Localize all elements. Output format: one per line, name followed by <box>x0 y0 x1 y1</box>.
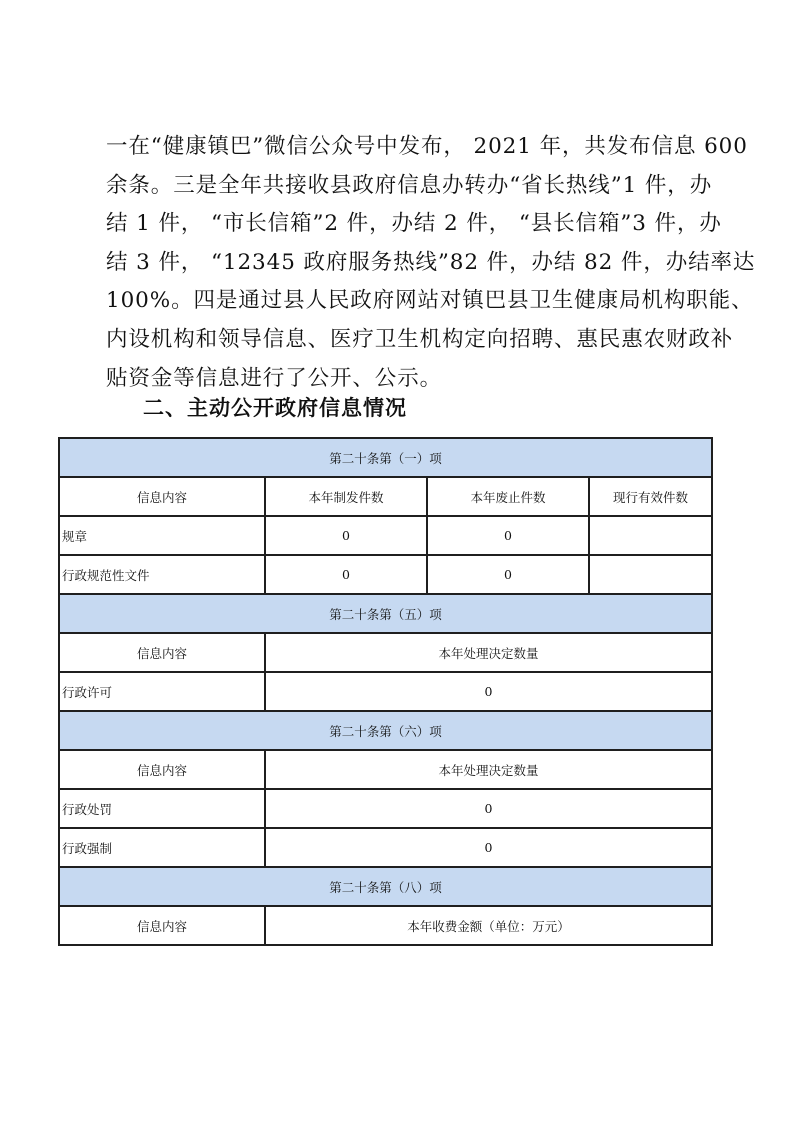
column-header: 信息内容 <box>59 750 265 789</box>
header-row <box>59 633 712 672</box>
paragraph-line: 结 1 件， “市长信箱”2 件，办结 2 件， “县长信箱”3 件，办 <box>106 211 722 237</box>
disclosure-table <box>58 437 713 946</box>
column-header: 信息内容 <box>59 477 265 516</box>
section-title: 第二十条第（八）项 <box>59 867 712 906</box>
header-row <box>59 477 712 516</box>
table-cell <box>589 555 712 594</box>
section-row <box>59 438 712 477</box>
table-cell: 0 <box>427 516 589 555</box>
section-title: 第二十条第（五）项 <box>59 594 712 633</box>
table-cell: 0 <box>265 516 427 555</box>
table-cell <box>589 516 712 555</box>
row-label: 行政规范性文件 <box>59 555 265 594</box>
paragraph-line: 余条。三是全年共接收县政府信息办转办“省长热线”1 件，办 <box>106 172 713 198</box>
row-label: 行政处罚 <box>59 789 265 828</box>
column-header: 现行有效件数 <box>589 477 712 516</box>
row-label: 行政强制 <box>59 828 265 867</box>
table-cell: 0 <box>427 555 589 594</box>
table-row <box>59 789 712 828</box>
paragraph-line: 100%。四是通过县人民政府网站对镇巴县卫生健康局机构职能、 <box>106 288 754 314</box>
paragraph-line: 贴资金等信息进行了公开、公示。 <box>106 365 443 391</box>
section-row <box>59 867 712 906</box>
column-header: 本年处理决定数量 <box>265 633 712 672</box>
column-header: 本年废止件数 <box>427 477 589 516</box>
row-label: 行政许可 <box>59 672 265 711</box>
paragraph-line: 内设机构和领导信息、医疗卫生机构定向招聘、惠民惠农财政补 <box>106 326 734 352</box>
table-row <box>59 555 712 594</box>
table-cell: 0 <box>265 789 712 828</box>
column-header: 本年处理决定数量 <box>265 750 712 789</box>
section-title: 第二十条第（一）项 <box>59 438 712 477</box>
section-heading: 二、主动公开政府信息情况 <box>143 396 407 420</box>
table-cell: 0 <box>265 672 712 711</box>
table-row <box>59 828 712 867</box>
body-paragraph <box>106 128 756 398</box>
section-title: 第二十条第（六）项 <box>59 711 712 750</box>
header-row <box>59 906 712 945</box>
section-row <box>59 594 712 633</box>
column-header: 本年制发件数 <box>265 477 427 516</box>
section-row <box>59 711 712 750</box>
table-cell: 0 <box>265 828 712 867</box>
table-row <box>59 672 712 711</box>
table-row <box>59 516 712 555</box>
paragraph-line: 一在“健康镇巴”微信公众号中发布， 2021 年，共发布信息 600 <box>106 134 748 159</box>
table-cell: 0 <box>265 555 427 594</box>
row-label: 规章 <box>59 516 265 555</box>
column-header: 信息内容 <box>59 633 265 672</box>
column-header: 信息内容 <box>59 906 265 945</box>
header-row <box>59 750 712 789</box>
column-header: 本年收费金额（单位：万元） <box>265 906 712 945</box>
paragraph-line: 结 3 件， “12345 政府服务热线”82 件，办结 82 件，办结率达 <box>106 249 756 275</box>
